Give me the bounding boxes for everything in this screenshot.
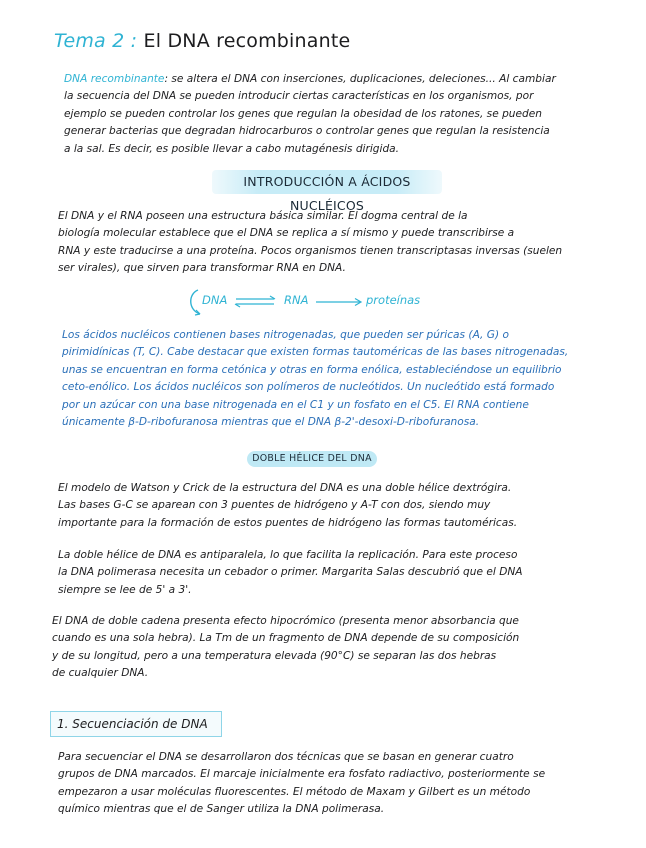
dogma-rna: RNA [284,293,309,307]
paragraph-sequencing [58,749,545,819]
p1-line-2: biología molecular establece que el DNA se replica a sí mismo y puede transcribirse a [58,227,515,240]
intro-line-2: la secuencia del DNA se pueden introducir ciertas características en los organismos, por [64,90,534,103]
p6-line-1: Para secuenciar el DNA se desarrollaron dos técnicas que se basan en generar cuatro [58,751,514,763]
section-heading-intro [212,170,442,213]
p4-line-2: la DNA polimerasa necesita un cebador o primer. Margarita Salas descubrió que el DNA [58,566,523,579]
intro-line-1 [64,71,556,88]
dogma-proteins: proteínas [366,293,421,307]
central-dogma-diagram [186,286,426,318]
paragraph-bases [62,327,568,431]
section-heading-double-helix-text: DOBLE HÉLICE DEL DNA [252,453,372,464]
paragraph-structure [58,208,562,278]
p3-line-1: El modelo de Watson y Crick de la estructura del DNA es una doble hélice dextrógira. [58,482,512,494]
p6-line-4: químico mientras que el de Sanger utiliza la DNA polimerasa. [58,803,385,816]
paragraph-watson-crick [58,480,517,532]
p2-line-3: unas se encuentran en forma cetónica y otras en forma enólica, estableciéndose un equilibrio [62,363,562,376]
intro-line-1-text: : se altera el DNA con inserciones, duplicaciones, deleciones... Al cambiar [164,73,556,85]
p6-line-2: grupos de DNA marcados. El marcaje inicialmente era fosfato radiactivo, posteriormente se [58,768,546,781]
p2-line-4: ceto-enólico. Los ácidos nucléicos son polímeros de nucleótidos. Un nucleótido está formado [62,381,555,394]
intro-paragraph [64,71,556,158]
p2-line-1: Los ácidos nucléicos contienen bases nitrogenadas, que pueden ser púricas (A, G) o [62,329,509,341]
p3-line-2: Las bases G-C se aparean con 3 puentes de hidrógeno y A-T con dos, siendo muy [58,499,491,512]
section-heading-sequencing-text: 1. Secuenciación de DNA [57,717,208,731]
p5-line-1: El DNA de doble cadena presenta efecto hipocrómico (presenta menor absorbancia que [52,615,519,627]
p1-line-3: RNA y este traducirse a una proteína. Pocos organismos tienen transcriptasas inversas (suelen [58,244,563,257]
p2-line-2: pirimidínicas (T, C). Cabe destacar que existen formas tautoméricas de las bases nitrogenadas, [62,346,569,359]
page-title [54,30,350,52]
p4-line-1: La doble hélice de DNA es antiparalela, lo que facilita la replicación. Para este proceso [58,549,518,561]
p5-line-4: de cualquier DNA. [52,667,149,680]
title-main: El DNA recombinante [143,30,351,52]
intro-line-5: a la sal. Es decir, es posible llevar a cabo mutagénesis dirigida. [64,142,400,155]
p2-line-5: por un azúcar con una base nitrogenada en el C1 y un fosfato en el C5. El RNA contiene [62,398,529,411]
dogma-dna: DNA [202,293,228,307]
p1-line-4: ser virales), que sirven para transformar RNA en DNA. [58,262,346,275]
paragraph-antiparallel [58,547,523,599]
p6-line-3: empezaron a usar moléculas fluorescentes. El método de Maxam y Gilbert es un método [58,785,531,798]
p2-line-6: únicamente β-D-ribofuranosa mientras que el DNA β-2'-desoxi-D-ribofuranosa. [62,416,480,429]
p5-line-3: y de su longitud, pero a una temperatura elevada (90°C) se separan las dos hebras [52,649,497,662]
intro-term: DNA recombinante [64,73,165,85]
section-heading-sequencing [50,711,222,737]
intro-line-3: ejemplo se pueden controlar los genes que regulan la obesidad de los ratones, se pueden [64,107,542,120]
title-prefix: Tema 2 : [54,30,138,52]
p5-line-2: cuando es una sola hebra). La Tm de un fragmento de DNA depende de su composición [52,632,520,645]
intro-line-4: generar bacterias que degradan hidrocarburos o controlar genes que regulan la resistencia [64,125,550,138]
p4-line-3: siempre se lee de 5' a 3'. [58,583,192,596]
section-heading-intro-text: INTRODUCCIÓN A ÁCIDOS NUCLÉICOS [243,174,411,213]
replication-arrow [191,290,200,314]
p1-line-1: El DNA y el RNA poseen una estructura básica similar. El dogma central de la [58,210,468,222]
paragraph-hypochromic [52,613,519,683]
section-heading-double-helix [247,451,377,467]
p3-line-3: importante para la formación de estos puentes de hidrógeno las formas tautoméricas. [58,516,518,529]
